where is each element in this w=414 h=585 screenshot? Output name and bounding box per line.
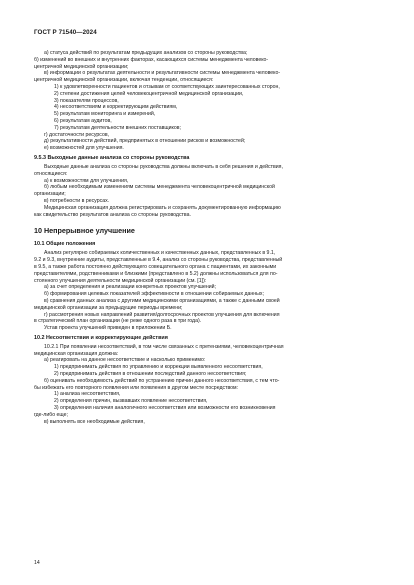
text-line: относящиеся: <box>34 170 68 177</box>
text-line: 5) результатам мониторинга и измерений, <box>54 111 156 118</box>
text-line: а) статуса действий по результатам предыдущих анализов со стороны руководства; <box>44 50 248 56</box>
text-line: 1) к удовлетворенности пациентов и отзывам от соответствующих заинтересованных сторон, <box>54 83 280 90</box>
page-number: 14 <box>34 560 40 566</box>
document-header: ГОСТ Р 71540—2024 <box>34 29 97 36</box>
text-line: а) реагировать на данное несоответствие и насколько применимо: <box>44 357 206 364</box>
text-line: а) к возможностям для улучшения, <box>44 177 129 184</box>
text-line: в стратегический план организации (не реже одного раза в три года). <box>34 318 202 325</box>
analysis-input-list <box>34 50 382 152</box>
text-line: Медицинская организация должна регистрировать и сохранять документированную информацию <box>44 204 281 211</box>
text-line: 1) анализа несоответствия, <box>54 391 121 398</box>
text-line: 1) предпринимать действия по управлению и коррекции выявленного несоответствия, <box>54 364 263 371</box>
text-line: а) за счет определения и реализации конкретных проектов улучшений; <box>44 284 217 291</box>
text-line: Выходные данные анализа со стороны руководства должны включать в себя решения и действия, <box>44 163 283 170</box>
section-10-1-heading: 10.1 Общие положения <box>34 241 96 248</box>
text-line: 2) предпринимать действия в отношении последствий данного несоответствия; <box>54 371 247 378</box>
document-body <box>34 50 382 425</box>
text-line: медицинская организация должна: <box>34 350 119 357</box>
text-line: в) сравнения данных анализа с другими медицинскими организациями, а также с данными своей <box>44 297 280 304</box>
text-line: 10.2.1 При появлении несоответствий, в том числе связанных с претензиями, человекоцентричная <box>44 343 284 350</box>
text-line: б) формирования целевых показателей эффективности в отношении собираемых данных; <box>44 291 264 298</box>
text-line: представителями, родственниками и близкими (представлено в 5.2) должны использоваться для по- <box>34 270 278 277</box>
analysis-output-list <box>34 164 382 218</box>
text-line: 4) несоответствиям и корректирующим действиям, <box>54 104 178 111</box>
text-line: 9.2 и 9.3, внутренние аудиты, представленные в 9.4, анализ со стороны руководства, представленный <box>34 257 283 264</box>
text-line: где-либо еще; <box>34 411 68 418</box>
text-line: в) потребности в ресурсах. <box>44 197 110 204</box>
text-line: б) оценивать необходимость действий по устранению причин данного несоответствия, с тем что- <box>44 377 280 384</box>
text-line: 2) степени достижения целей человекоцентричной медицинской организации, <box>54 90 244 97</box>
text-line: организации; <box>34 191 66 198</box>
text-line: стоянного улучшения деятельности медицинской организации (см. [1]): <box>34 277 207 284</box>
text-line: б) любым необходимым изменениям системы менеджмента человекоцентричной медицинской <box>44 184 275 191</box>
text-line: в) выполнять все необходимые действия, <box>44 418 145 425</box>
text-line: бы избежать его повторного появления или появления в другом месте посредством: <box>34 384 239 391</box>
text-line: Устав проекта улучшений приведен в приложении Б. <box>44 325 172 332</box>
text-line: д) результативности действий, предпринятых в отношении рисков и возможностей; <box>44 138 246 145</box>
text-line: 7) результатам деятельности внешних поставщиков; <box>54 124 181 131</box>
text-line: 3) определения наличия аналогичного несоответствия или возможности его возникновения <box>54 405 276 412</box>
text-line: г) достаточности ресурсов, <box>44 131 110 138</box>
text-line: центричной медицинской организации, включая тенденции, относящиеся: <box>34 77 214 84</box>
text-line: е) возможностей для улучшения. <box>44 145 124 152</box>
text-line: в) информации о результатах деятельности и результативности системы менеджмента человеко- <box>44 70 281 77</box>
text-line: г) рассмотрения новых направлений развития/долгосрочных проектов улучшения для включения <box>44 311 280 318</box>
section-10-heading: 10 Непрерывное улучшение <box>34 226 135 236</box>
text-line: медицинской организации за предыдущие периоды времени; <box>34 304 183 311</box>
text-line: 3) показателям процессов, <box>54 97 119 104</box>
text-line: Анализ регулярно собираемых количественных и качественных данных, представленных в 9.1, <box>44 250 276 257</box>
text-line: 2) определения причин, вызвавших появление несоответствия, <box>54 398 208 405</box>
section-10-2-heading: 10.2 Несоответствия и корректирующие действия <box>34 334 168 341</box>
text-line: 6) результатам аудитов, <box>54 117 112 124</box>
text-line: как свидетельство результатов анализа со стороны руководства. <box>34 211 191 218</box>
text-line: центричной медицинской организации; <box>34 63 129 70</box>
text-line: в 9.5, а также работа постоянно действующего совещательного органа с пациентами, их законными <box>34 263 277 270</box>
text-line: б) изменений во внешних и внутренних факторах, касающихся системы менеджмента человеко- <box>34 56 269 63</box>
general-provisions-text <box>34 250 382 332</box>
section-9-5-3-heading: 9.5.3 Выходные данные анализа со стороны руководства <box>34 154 190 161</box>
nonconformity-text <box>34 344 382 426</box>
